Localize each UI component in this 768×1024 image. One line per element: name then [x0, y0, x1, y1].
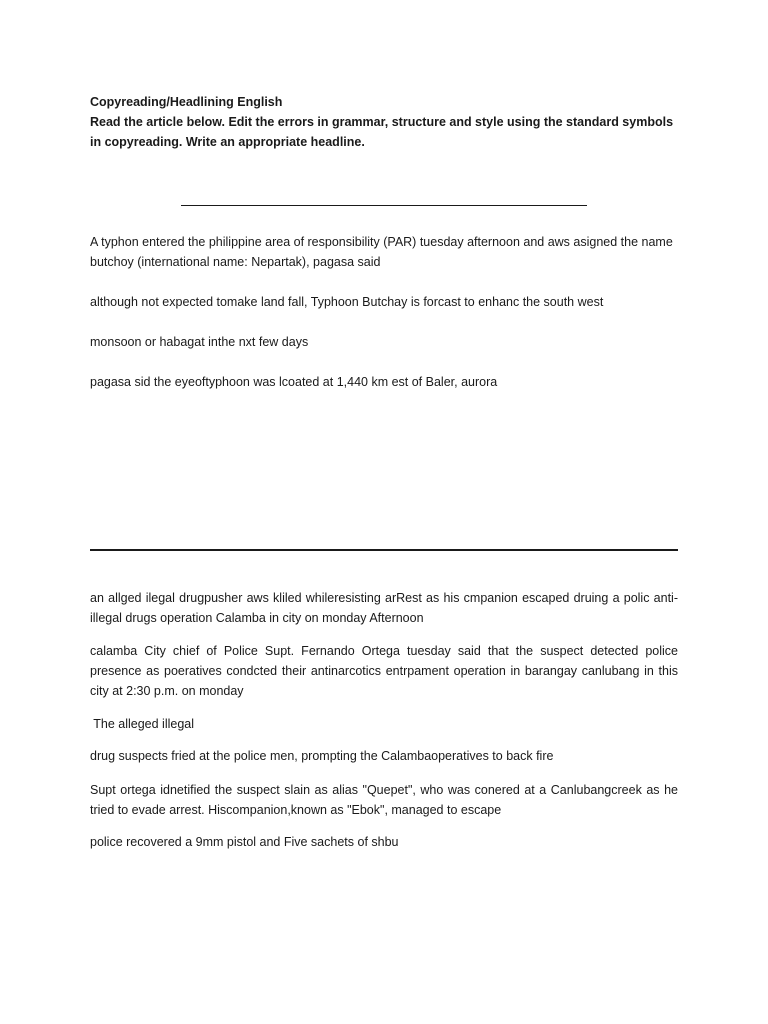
article2-paragraph-3: The alleged illegal [90, 717, 195, 731]
article2-paragraph-4: drug suspects fried at the police men, prompting the Calambaoperatives to back fire [90, 749, 554, 763]
document-title: Copyreading/Headlining English [90, 95, 283, 109]
article2-paragraph-1: an allged ilegal drugpusher aws kliled whileresisting arRest as his cmpanion escaped druing a polic anti-illegal drugs operation Calamba in city on monday Afternoon [90, 591, 678, 625]
article2-paragraph-2: calamba City chief of Police Supt. Fernando Ortega tuesday said that the suspect detected police presence as poeratives condcted their antinarcotics entrpament operation in barangay canlubang in this city at 2:30 p.m. on monday [90, 644, 678, 698]
article2-paragraph-5: Supt ortega idnetified the suspect slain as alias "Quepet", who was conered at a Canlubangcreek as he tried to evade arrest. Hiscompanion,known as "Ebok", managed to escape [90, 783, 678, 817]
instructions: Read the article below. Edit the errors in grammar, structure and style using the standard symbols in copyreading. Write an appropriate headline. [90, 115, 674, 149]
article1-paragraph-4: pagasa sid the eyeoftyphoon was lcoated at 1,440 km est of Baler, aurora [90, 375, 498, 389]
article2-paragraph-6: police recovered a 9mm pistol and Five sachets of shbu [90, 835, 399, 849]
headline-answer-line [181, 205, 587, 206]
article1-paragraph-1: A typhon entered the philippine area of responsibility (PAR) tuesday afternoon and aws asigned the name butchoy (international name: Nepartak), pagasa said [90, 235, 673, 269]
section-divider [90, 549, 678, 551]
article1-paragraph-3: monsoon or habagat inthe nxt few days [90, 335, 309, 349]
article1-paragraph-2: although not expected tomake land fall, Typhoon Butchay is forcast to enhanc the south west [90, 295, 604, 309]
document-page [90, 0, 678, 1024]
